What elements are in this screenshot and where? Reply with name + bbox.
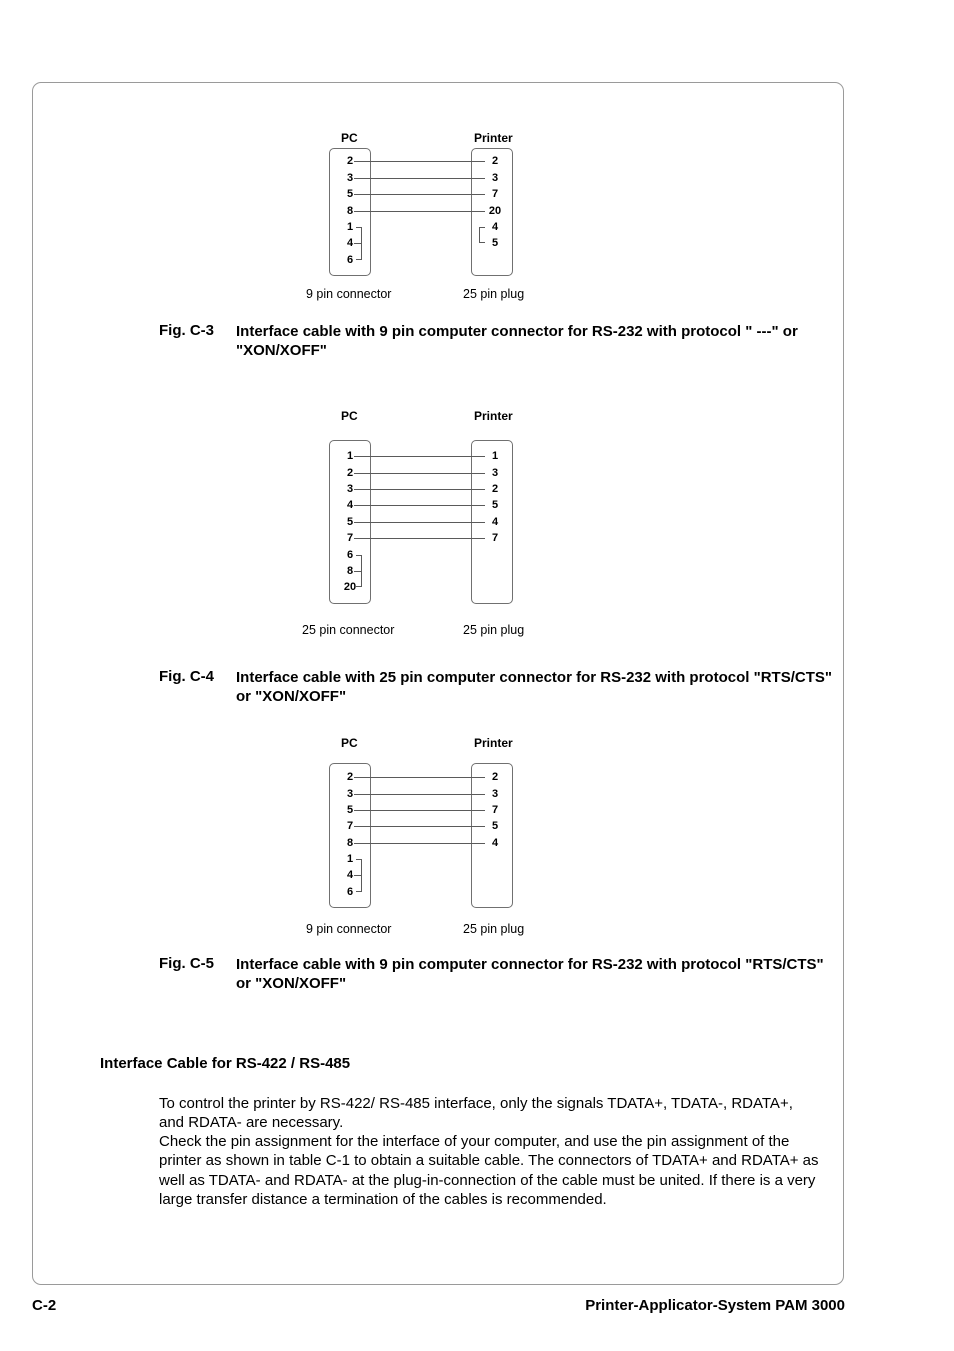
figure-caption: Interface cable with 9 pin computer connector for RS-232 with protocol " ---" or "XON/XOFF" (236, 323, 798, 359)
figure-label: Fig. C-3 (159, 322, 214, 339)
printer-pin: 3 (491, 788, 499, 800)
pc-pin: 1 (346, 450, 354, 462)
paragraph: To control the printer by RS-422/ RS-485 interface, only the signals TDATA+, TDATA-, RDATA+, and RDATA- are necessary. (159, 1095, 793, 1132)
jumper-tap (354, 243, 362, 244)
wire (354, 178, 485, 179)
figure-label: Fig. C-4 (159, 668, 214, 685)
wire (354, 826, 485, 827)
pc-pin: 2 (346, 467, 354, 479)
printer-jumper-bracket (479, 227, 485, 243)
left-caption: 9 pin connector (306, 922, 392, 936)
paragraph: Check the pin assignment for the interface of your computer, and use the pin assignment of the printer as shown in table C-1 to obtain a suitable cable. The connectors of TDATA+ and RDATA+ as well as TDATA- and RDATA- at the plug-in-connection of the cable must be united. If there is a very large transfer distance a termination of the cables is recommended. (159, 1133, 819, 1209)
pc-pin: 4 (346, 237, 354, 249)
pc-label: PC (341, 736, 358, 750)
printer-pin: 20 (488, 205, 502, 217)
section-heading: Interface Cable for RS-422 / RS-485 (100, 1055, 351, 1072)
printer-label: Printer (474, 736, 513, 750)
left-caption: 25 pin connector (302, 623, 395, 637)
wire (354, 473, 485, 474)
right-caption: 25 pin plug (463, 623, 525, 637)
wire (354, 794, 485, 795)
printer-pin: 2 (491, 483, 499, 495)
pc-pin: 8 (346, 205, 354, 217)
pc-pin: 1 (346, 221, 354, 233)
pc-pin: 5 (346, 804, 354, 816)
wire (354, 489, 485, 490)
right-caption: 25 pin plug (463, 287, 525, 301)
document-title: Printer-Applicator-System PAM 3000 (585, 1297, 845, 1314)
printer-pin: 1 (491, 450, 499, 462)
pc-pin: 6 (346, 549, 354, 561)
printer-pin: 4 (491, 221, 499, 233)
figure-caption: Interface cable with 9 pin computer connector for RS-232 with protocol "RTS/CTS" or "XON/XOFF" (236, 956, 824, 992)
pc-pin: 7 (346, 532, 354, 544)
pc-pin: 3 (346, 172, 354, 184)
wire (354, 777, 485, 778)
printer-pin: 5 (491, 499, 499, 511)
printer-pin: 3 (491, 172, 499, 184)
pc-pin: 5 (346, 516, 354, 528)
jumper-tap (354, 875, 362, 876)
pc-pin: 6 (346, 254, 354, 266)
jumper-tap (354, 571, 362, 572)
printer-pin: 5 (491, 820, 499, 832)
printer-pin: 7 (491, 804, 499, 816)
printer-plug (471, 763, 513, 908)
wire (354, 194, 485, 195)
printer-pin: 3 (491, 467, 499, 479)
pc-pin: 20 (343, 581, 357, 593)
pc-pin: 8 (346, 565, 354, 577)
left-caption: 9 pin connector (306, 287, 392, 301)
wire (354, 161, 485, 162)
pc-pin: 3 (346, 483, 354, 495)
pc-pin: 7 (346, 820, 354, 832)
wire (354, 538, 485, 539)
printer-pin: 2 (491, 155, 499, 167)
pc-pin: 4 (346, 499, 354, 511)
printer-pin: 2 (491, 771, 499, 783)
pc-pin: 6 (346, 886, 354, 898)
printer-pin: 4 (491, 516, 499, 528)
wire (354, 522, 485, 523)
pc-pin: 1 (346, 853, 354, 865)
printer-label: Printer (474, 409, 513, 423)
printer-pin: 7 (491, 188, 499, 200)
wire (354, 505, 485, 506)
wire (354, 843, 485, 844)
pc-label: PC (341, 131, 358, 145)
wire (354, 211, 485, 212)
printer-label: Printer (474, 131, 513, 145)
pc-pin: 4 (346, 869, 354, 881)
pc-pin: 3 (346, 788, 354, 800)
printer-pin: 4 (491, 837, 499, 849)
printer-pin: 5 (491, 237, 499, 249)
figure-label: Fig. C-5 (159, 955, 214, 972)
pc-pin: 5 (346, 188, 354, 200)
pc-label: PC (341, 409, 358, 423)
pc-pin: 8 (346, 837, 354, 849)
wire (354, 456, 485, 457)
pc-pin: 2 (346, 155, 354, 167)
right-caption: 25 pin plug (463, 922, 525, 936)
printer-pin: 7 (491, 532, 499, 544)
page-number: C-2 (32, 1297, 57, 1314)
figure-caption: Interface cable with 25 pin computer connector for RS-232 with protocol "RTS/CTS" or "XON/XOFF" (236, 669, 832, 705)
pc-pin: 2 (346, 771, 354, 783)
wire (354, 810, 485, 811)
